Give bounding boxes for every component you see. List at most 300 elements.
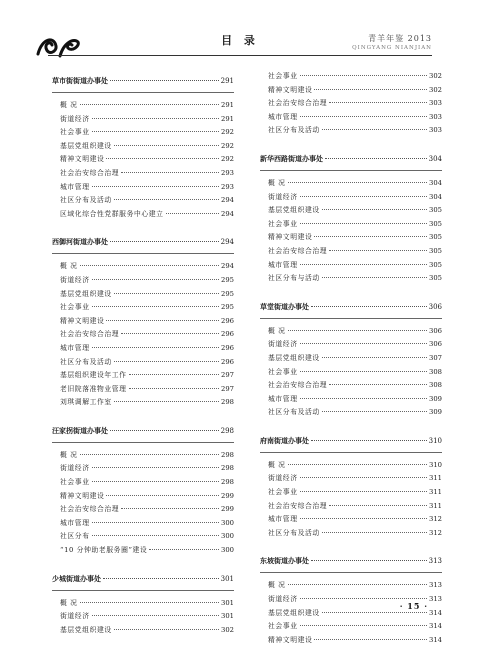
- toc-section-heading-page: 310: [428, 436, 442, 445]
- toc-entry-label: 社会事业: [268, 219, 298, 228]
- toc-entry-label: 社会事业: [60, 128, 90, 137]
- toc-entry-label: 社区分布: [60, 532, 90, 541]
- dot-leader: [80, 265, 219, 266]
- toc-section-heading-label: 草市街街道办事处: [52, 77, 108, 85]
- dot-leader: [325, 158, 427, 159]
- toc-section-heading-label: 新华西路街道办事处: [260, 154, 323, 163]
- dot-leader: [149, 549, 219, 550]
- toc-entry-label: 基层组织建设年工作: [60, 371, 127, 380]
- dot-leader: [288, 464, 427, 465]
- toc-entry-label: 城市管理: [60, 343, 90, 352]
- toc-section-heading-label: 西御河街道办事处: [52, 238, 108, 247]
- toc-entry[interactable]: [260, 393, 442, 407]
- toc-entry[interactable]: [52, 260, 234, 274]
- toc-section-heading-page: 304: [428, 154, 442, 163]
- section-gap: [52, 221, 234, 231]
- dot-leader: [300, 116, 427, 117]
- toc-entry-page: 311: [429, 488, 442, 497]
- toc-entry-page: 298: [221, 464, 234, 473]
- toc-entry-page: 314: [429, 635, 442, 644]
- toc-entry[interactable]: [52, 208, 234, 222]
- dot-leader: [288, 330, 427, 331]
- toc-section-heading[interactable]: [52, 423, 234, 439]
- toc-section-heading[interactable]: [260, 553, 442, 569]
- toc-entry-label: 城市管理: [268, 112, 298, 121]
- dot-leader: [300, 264, 427, 265]
- toc-entry-label: 精神文明建设: [60, 155, 105, 164]
- toc-entry-page: 297: [221, 371, 234, 380]
- dot-leader: [300, 75, 427, 76]
- toc-entry[interactable]: [52, 153, 234, 167]
- toc-entry-page: 306: [429, 340, 442, 349]
- toc-entry-page: 301: [221, 612, 234, 621]
- toc-entry-label: 街道经济: [268, 192, 298, 201]
- dot-leader: [322, 612, 427, 613]
- section-rule: [260, 318, 442, 319]
- toc-section-heading-page: 306: [428, 302, 442, 311]
- toc-entry-page: 302: [221, 625, 234, 634]
- dot-leader: [329, 102, 427, 103]
- toc-entry[interactable]: [52, 113, 234, 127]
- toc-entry-label: 刘琪调解工作室: [60, 398, 112, 407]
- toc-entry-page: 305: [429, 206, 442, 215]
- toc-entry-page: 310: [429, 460, 442, 469]
- dot-leader: [92, 615, 219, 616]
- toc-entry-page: 293: [221, 182, 234, 191]
- toc-section-heading-label: 府南街道办事处: [260, 436, 309, 445]
- toc-entry-page: 305: [429, 246, 442, 255]
- toc-section-heading[interactable]: [260, 151, 442, 167]
- toc-entry-page: 305: [429, 233, 442, 242]
- section-gap: [52, 410, 234, 420]
- dot-leader: [166, 213, 219, 214]
- toc-entry[interactable]: [260, 70, 442, 84]
- toc-entry-page: 311: [429, 501, 442, 510]
- toc-entry[interactable]: [260, 231, 442, 245]
- toc-entry-page: 309: [429, 408, 442, 417]
- dot-leader: [92, 118, 219, 119]
- toc-entry-label: 街道经济: [60, 464, 90, 473]
- dot-leader: [106, 158, 219, 159]
- toc-entry-label: 社会治安综合治理: [60, 505, 120, 514]
- toc-entry-page: 294: [221, 262, 234, 271]
- toc-entry-page: 294: [221, 209, 234, 218]
- dot-leader: [288, 182, 427, 183]
- toc-entry-page: 292: [221, 141, 234, 150]
- toc-entry-page: 294: [221, 196, 234, 205]
- toc-entry[interactable]: [52, 503, 234, 517]
- toc-entry[interactable]: [52, 517, 234, 531]
- dot-leader: [322, 532, 427, 533]
- dot-leader: [92, 131, 219, 132]
- toc-entry[interactable]: [260, 472, 442, 486]
- toc-entry[interactable]: [260, 259, 442, 273]
- dot-leader: [114, 293, 219, 294]
- dot-leader: [106, 495, 219, 496]
- dot-leader: [121, 172, 219, 173]
- toc-entry-page: 296: [221, 357, 234, 366]
- toc-entry[interactable]: [52, 530, 234, 544]
- dot-leader: [110, 430, 219, 431]
- toc-entry[interactable]: [260, 366, 442, 380]
- toc-entry-page: 292: [221, 128, 234, 137]
- toc-entry[interactable]: [52, 181, 234, 195]
- section-gap: [260, 540, 442, 550]
- toc-entry[interactable]: [260, 177, 442, 191]
- dot-leader: [314, 236, 427, 237]
- toc-entry-label: 精神文明建设: [268, 85, 313, 94]
- toc-entry-label: 城市管理: [60, 182, 90, 191]
- toc-entry[interactable]: [260, 634, 442, 648]
- dot-leader: [329, 505, 427, 506]
- toc-entry[interactable]: [52, 597, 234, 611]
- section-rule: [52, 442, 234, 443]
- toc-section-heading-page: 294: [220, 238, 234, 247]
- dot-leader: [106, 320, 219, 321]
- toc-entry[interactable]: [52, 476, 234, 490]
- toc-entry-page: 308: [429, 367, 442, 376]
- dot-leader: [121, 508, 219, 509]
- toc-entry[interactable]: [260, 459, 442, 473]
- toc-entry[interactable]: [260, 579, 442, 593]
- toc-entry-page: 291: [221, 101, 234, 109]
- dot-leader: [300, 518, 427, 519]
- toc-entry[interactable]: [260, 406, 442, 420]
- dot-leader: [300, 343, 427, 344]
- toc-entry-page: 291: [221, 114, 234, 123]
- toc-entry-page: 307: [429, 353, 442, 362]
- dot-leader: [329, 384, 427, 385]
- dot-leader: [300, 477, 427, 478]
- book-pinyin: QINGYANG NIANJIAN: [352, 45, 432, 51]
- dot-leader: [322, 357, 427, 358]
- toc-section-heading-label: 汪家拐街道办事处: [52, 426, 108, 435]
- toc-entry-page: 305: [429, 274, 442, 283]
- dot-leader: [322, 411, 427, 412]
- toc-entry[interactable]: [52, 126, 234, 140]
- toc-entry-page: 302: [429, 85, 442, 94]
- dot-leader: [311, 440, 427, 441]
- dot-leader: [92, 535, 219, 536]
- book-title: 青羊年鉴 2013: [368, 34, 432, 43]
- dot-leader: [300, 223, 427, 224]
- toc-entry-page: 300: [221, 532, 234, 541]
- toc-entry[interactable]: [52, 356, 234, 370]
- toc-right-column: [260, 70, 442, 647]
- toc-entry-label: 概 况: [268, 581, 286, 590]
- running-header: [352, 33, 432, 51]
- toc-entry-page: 295: [221, 303, 234, 312]
- toc-entry-label: 社会治安综合治理: [268, 501, 328, 510]
- toc-entry-page: 311: [429, 474, 442, 483]
- section-rule: [260, 452, 442, 453]
- toc-section-heading-page: 298: [220, 426, 234, 435]
- toc-entry-label: 街道经济: [268, 340, 298, 349]
- toc-section-heading[interactable]: [260, 299, 442, 315]
- toc-entry[interactable]: [260, 338, 442, 352]
- toc-entry-page: 308: [429, 381, 442, 390]
- toc-entry-page: 304: [429, 192, 442, 201]
- toc-entry-page: 313: [429, 581, 442, 590]
- toc-entry[interactable]: [260, 527, 442, 541]
- toc-entry-page: 301: [221, 598, 234, 607]
- toc-entry-page: 312: [429, 528, 442, 537]
- toc-entry[interactable]: [260, 352, 442, 366]
- dot-leader: [114, 199, 219, 200]
- toc-entry-page: 303: [429, 99, 442, 108]
- toc-entry-label: 城市管理: [60, 518, 90, 527]
- dot-leader: [300, 398, 427, 399]
- dot-leader: [92, 522, 219, 523]
- toc-entry-label: 社区分布及活动: [60, 196, 112, 205]
- toc-entry-label: 基层党组织建设: [60, 625, 112, 634]
- toc-entry-label: 老旧院落准物业管理: [60, 384, 127, 393]
- toc-entry[interactable]: [260, 124, 442, 138]
- toc-entry[interactable]: [260, 84, 442, 98]
- dot-leader: [121, 333, 219, 334]
- toc-entry[interactable]: [260, 379, 442, 393]
- dot-leader: [92, 481, 219, 482]
- toc-entry-page: 302: [429, 72, 442, 80]
- toc-entry[interactable]: [260, 245, 442, 259]
- toc-entry-label: 社会事业: [60, 478, 90, 487]
- toc-entry-label: 概 况: [60, 598, 78, 607]
- dot-leader: [322, 129, 427, 130]
- dot-leader: [129, 388, 219, 389]
- toc-entry[interactable]: [52, 140, 234, 154]
- dot-leader: [114, 361, 219, 362]
- toc-entry-label: 区域化综合性党群服务中心建立: [60, 209, 164, 218]
- toc-entry-page: 296: [221, 316, 234, 325]
- toc-entry-page: 298: [221, 478, 234, 487]
- dot-leader: [92, 467, 219, 468]
- toc-entry-label: 基层党组织建设: [60, 289, 112, 298]
- toc-entry-label: 社会治安综合治理: [60, 330, 120, 339]
- dot-leader: [114, 629, 219, 630]
- toc-entry-label: 基层党组织建设: [268, 206, 320, 215]
- toc-entry-label: 概 况: [60, 101, 78, 109]
- toc-entry-page: 314: [429, 608, 442, 617]
- toc-entry-label: 街道经济: [60, 275, 90, 284]
- toc-entry-page: 296: [221, 343, 234, 352]
- toc-section-heading[interactable]: [52, 73, 234, 89]
- toc-entry-page: 297: [221, 384, 234, 393]
- dot-leader: [311, 560, 427, 561]
- toc-entry-page: 303: [429, 112, 442, 121]
- dot-leader: [329, 250, 427, 251]
- toc-entry[interactable]: [52, 369, 234, 383]
- toc-entry[interactable]: [52, 610, 234, 624]
- toc-section-heading-label: 东坡街道办事处: [260, 557, 309, 566]
- toc-entry[interactable]: [260, 191, 442, 205]
- toc-entry-page: 303: [429, 126, 442, 135]
- toc-entry-label: 概 况: [268, 460, 286, 469]
- toc-section-heading-label: 少城街道办事处: [52, 574, 101, 583]
- toc-entry-label: 基层党组织建设: [268, 353, 320, 362]
- toc-entry-page: 304: [429, 178, 442, 187]
- toc-entry[interactable]: [52, 167, 234, 181]
- dot-leader: [300, 371, 427, 372]
- toc-entry-page: 305: [429, 260, 442, 269]
- section-rule: [52, 92, 234, 93]
- toc-entry-page: 309: [429, 394, 442, 403]
- toc-section-heading-page: 313: [428, 557, 442, 566]
- toc-entry-label: 概 况: [60, 450, 78, 459]
- toc-entry-label: 社区分布及活动: [268, 528, 320, 537]
- toc-entry-label: 社会事业: [268, 72, 298, 80]
- toc-entry-label: 社会事业: [268, 622, 298, 631]
- toc-entry[interactable]: [52, 194, 234, 208]
- toc-entry-label: 基层党组织建设: [268, 608, 320, 617]
- dot-leader: [300, 598, 427, 599]
- toc-entry[interactable]: [260, 325, 442, 339]
- dot-leader: [114, 401, 219, 402]
- toc-entry-label: 社会治安综合治理: [268, 99, 328, 108]
- toc-entry-page: 299: [221, 491, 234, 500]
- toc-entry-page: 300: [221, 518, 234, 527]
- toc-entry[interactable]: [260, 204, 442, 218]
- dot-leader: [110, 80, 219, 81]
- toc-entry-label: 精神文明建设: [268, 635, 313, 644]
- dot-leader: [92, 347, 219, 348]
- toc-entry-label: 概 况: [268, 178, 286, 187]
- dot-leader: [80, 454, 219, 455]
- toc-entry[interactable]: [52, 301, 234, 315]
- dot-leader: [110, 241, 219, 242]
- toc-entry[interactable]: [52, 490, 234, 504]
- toc-entry[interactable]: [52, 396, 234, 410]
- dot-leader: [129, 374, 219, 375]
- dot-leader: [114, 145, 219, 146]
- dot-leader: [314, 639, 427, 640]
- header-divider: [48, 55, 432, 56]
- toc-entry-label: 社区分布及活动: [268, 126, 320, 135]
- toc-entry-page: 296: [221, 330, 234, 339]
- toc-entry[interactable]: [260, 486, 442, 500]
- toc-entry-page: 305: [429, 219, 442, 228]
- toc-entry[interactable]: [260, 111, 442, 125]
- toc-entry-label: 基层党组织建设: [60, 141, 112, 150]
- toc-entry-page: 298: [221, 450, 234, 459]
- toc-entry[interactable]: [260, 620, 442, 634]
- page-number: · 15 ·: [399, 601, 428, 611]
- dot-leader: [92, 306, 219, 307]
- toc-entry-label: 社会治安综合治理: [268, 246, 328, 255]
- toc-entry[interactable]: [260, 97, 442, 111]
- section-gap: [260, 286, 442, 296]
- dot-leader: [322, 277, 427, 278]
- toc-entry[interactable]: [52, 315, 234, 329]
- dot-leader: [92, 186, 219, 187]
- toc-section-heading-label: 草堂街道办事处: [260, 302, 309, 311]
- toc-entry-label: 街道经济: [60, 114, 90, 123]
- toc-entry-label: 精神文明建设: [60, 491, 105, 500]
- toc-entry-page: 293: [221, 168, 234, 177]
- dot-leader: [103, 578, 219, 579]
- toc-entry-page: 295: [221, 289, 234, 298]
- toc-entry[interactable]: [52, 274, 234, 288]
- toc-left-column: [52, 70, 234, 637]
- toc-entry-label: 城市管理: [268, 515, 298, 524]
- toc-entry-page: 300: [221, 546, 234, 555]
- toc-entry-label: 社会治安综合治理: [268, 381, 328, 390]
- section-rule: [260, 572, 442, 573]
- toc-entry-label: 社区分布及活动: [268, 408, 320, 417]
- toc-entry-label: 社会事业: [60, 303, 90, 312]
- dot-leader: [314, 89, 427, 90]
- toc-entry-label: 社会事业: [268, 367, 298, 376]
- toc-entry[interactable]: [260, 218, 442, 232]
- dot-leader: [288, 584, 427, 585]
- toc-entry-label: 社区分布与活动: [268, 274, 320, 283]
- toc-entry-page: 295: [221, 275, 234, 284]
- toc-entry[interactable]: [52, 449, 234, 463]
- dot-leader: [300, 196, 427, 197]
- toc-entry[interactable]: [260, 500, 442, 514]
- section-rule: [260, 170, 442, 171]
- dot-leader: [300, 491, 427, 492]
- toc-entry[interactable]: [52, 99, 234, 113]
- toc-section-heading[interactable]: [52, 571, 234, 587]
- section-rule: [52, 590, 234, 591]
- toc-entry-page: 313: [429, 595, 442, 604]
- toc-entry[interactable]: [260, 272, 442, 286]
- toc-entry-label: 精神文明建设: [268, 233, 313, 242]
- section-gap: [52, 558, 234, 568]
- page-title: 目 录: [221, 34, 259, 47]
- toc-section-heading-page: 291: [220, 77, 234, 85]
- toc-section-heading[interactable]: [260, 433, 442, 449]
- toc-entry[interactable]: [52, 462, 234, 476]
- toc-entry-page: 314: [429, 622, 442, 631]
- toc-section-heading[interactable]: [52, 234, 234, 250]
- toc-entry-label: 概 况: [268, 326, 286, 335]
- toc-entry[interactable]: [52, 288, 234, 302]
- toc-entry[interactable]: [52, 624, 234, 638]
- toc-entry-label: 社区分布及活动: [60, 357, 112, 366]
- toc-entry-label: 城市管理: [268, 394, 298, 403]
- dot-leader: [311, 306, 427, 307]
- toc-entry[interactable]: [260, 513, 442, 527]
- toc-entry[interactable]: [52, 383, 234, 397]
- dot-leader: [80, 104, 219, 105]
- toc-entry[interactable]: [52, 328, 234, 342]
- toc-entry-label: 精神文明建设: [60, 316, 105, 325]
- dot-leader: [322, 209, 427, 210]
- dot-leader: [92, 279, 219, 280]
- section-rule: [52, 253, 234, 254]
- toc-entry[interactable]: [52, 544, 234, 558]
- toc-entry-page: 312: [429, 515, 442, 524]
- toc-entry-page: 292: [221, 155, 234, 164]
- toc-entry-label: “10 分钟助老服务圈”建设: [60, 546, 148, 555]
- toc-entry-label: 街道经济: [268, 595, 298, 604]
- toc-entry-label: 城市管理: [268, 260, 298, 269]
- toc-section-heading-page: 301: [220, 574, 234, 583]
- toc-entry-page: 299: [221, 505, 234, 514]
- dot-leader: [80, 602, 219, 603]
- toc-entry-page: 298: [221, 398, 234, 407]
- toc-entry-page: 306: [429, 326, 442, 335]
- toc-entry-label: 街道经济: [60, 612, 90, 621]
- toc-entry[interactable]: [52, 342, 234, 356]
- section-gap: [260, 138, 442, 148]
- section-gap: [260, 420, 442, 430]
- toc-entry-label: 社会事业: [268, 488, 298, 497]
- dot-leader: [300, 625, 427, 626]
- toc-entry-label: 街道经济: [268, 474, 298, 483]
- toc-entry-label: 社会治安综合治理: [60, 168, 120, 177]
